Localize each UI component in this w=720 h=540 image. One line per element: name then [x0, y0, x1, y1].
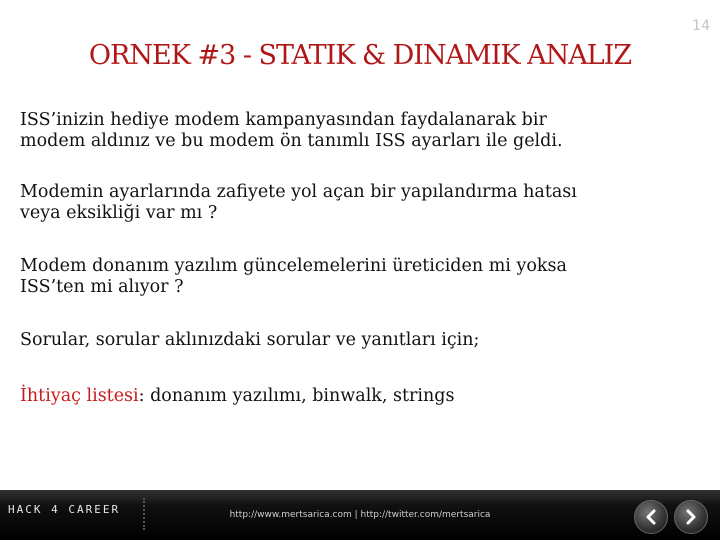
paragraph-3-line-2: ISS’ten mi alıyor ? [20, 277, 184, 297]
chevron-left-icon [643, 509, 659, 525]
page-number: 14 [692, 18, 710, 34]
next-slide-button[interactable] [674, 500, 708, 534]
paragraph-1 [20, 110, 563, 152]
paragraph-4: Sorular, sorular aklınızdaki sorular ve yanıtları için; [20, 330, 480, 350]
chevron-right-icon [683, 509, 699, 525]
brand-logo: HACK 4 CAREER [8, 503, 121, 516]
previous-slide-button[interactable] [634, 500, 668, 534]
slide-title: ORNEK #3 - STATIK & DINAMIK ANALIZ [88, 40, 632, 71]
paragraph-2-line-2: veya eksikliği var mı ? [20, 203, 218, 223]
paragraph-3-line-1: Modem donanım yazılım güncelemelerini üreticiden mi yoksa [20, 256, 567, 276]
paragraph-5 [20, 386, 454, 407]
footer-links: http://www.mertsarica.com | http://twitter.com/mertsarica [229, 510, 491, 520]
paragraph-1-line-2: modem aldınız ve bu modem ön tanımlı ISS ayarları ile geldi. [20, 131, 563, 151]
paragraph-2-line-1: Modemin ayarlarında zafiyete yol açan bir yapılandırma hatası [20, 182, 577, 202]
requirements-list: : donanım yazılımı, binwalk, strings [138, 386, 455, 406]
paragraph-2 [20, 182, 577, 224]
paragraph-3 [20, 256, 567, 298]
footer-bar [0, 490, 720, 540]
paragraph-1-line-1: ISS’inizin hediye modem kampanyasından faydalanarak bir [20, 110, 547, 130]
requirements-label: İhtiyaç listesi [20, 386, 139, 406]
